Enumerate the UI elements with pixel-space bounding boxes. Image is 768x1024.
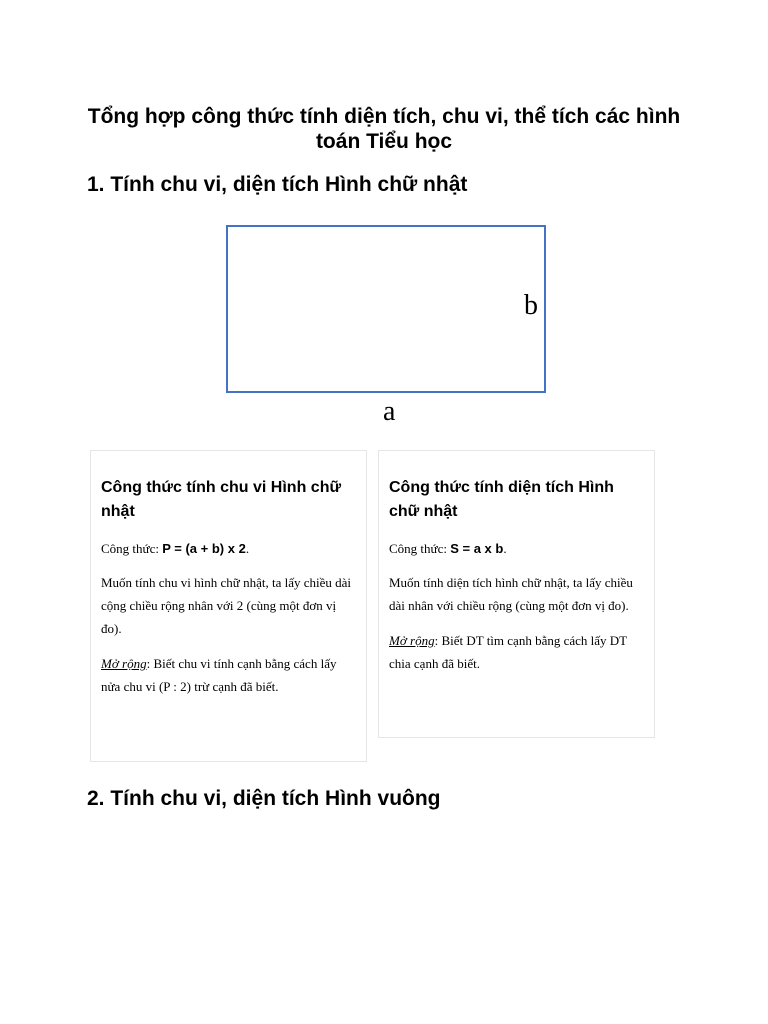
area-formula-card [378, 450, 655, 738]
area-card-title: Công thức tính diện tích Hình chữ nhật [389, 479, 614, 520]
extension-label: Mở rộng [101, 656, 147, 671]
perimeter-formula-line [101, 539, 355, 559]
perimeter-extension [101, 652, 355, 698]
formula-suffix: . [503, 541, 507, 556]
formula-prefix: Công thức: [101, 541, 163, 556]
section-heading-square: 2. Tính chu vi, diện tích Hình vuông [87, 787, 441, 810]
area-description: Muốn tính diện tích hình chữ nhật, ta lấy chiều dài nhân với chiều rộng (cùng một đơn vị đo). [389, 575, 633, 613]
perimeter-description: Muốn tính chu vi hình chữ nhật, ta lấy chiều dài cộng chiều rộng nhân với 2 (cùng một đơn vị đo). [101, 575, 352, 636]
extension-text: : Biết DT tìm cạnh bằng cách lấy DT chia cạnh đã biết. [389, 633, 627, 671]
extension-text: : Biết chu vi tính cạnh bằng cách lấy nửa chu vi (P : 2) trừ cạnh đã biết. [101, 656, 337, 694]
rectangle-figure [226, 225, 546, 393]
rectangle-label-b: b [524, 290, 538, 321]
formula-prefix: Công thức: [389, 541, 451, 556]
rectangle-label-a: a [383, 396, 396, 427]
perimeter-formula-card [90, 450, 367, 762]
area-formula: S = a x b [450, 541, 504, 556]
formula-suffix: . [245, 541, 250, 556]
area-formula-line [389, 539, 643, 559]
extension-label: Mở rộng [389, 633, 435, 648]
perimeter-formula: P = (a + b) x 2 [162, 541, 246, 556]
section-heading-rectangle: 1. Tính chu vi, diện tích Hình chữ nhật [87, 173, 468, 196]
perimeter-card-title: Công thức tính chu vi Hình chữ nhật [101, 479, 342, 520]
page-title: Tổng hợp công thức tính diện tích, chu vi, thể tích các hình toán Tiểu học [87, 105, 681, 153]
area-extension [389, 629, 643, 675]
